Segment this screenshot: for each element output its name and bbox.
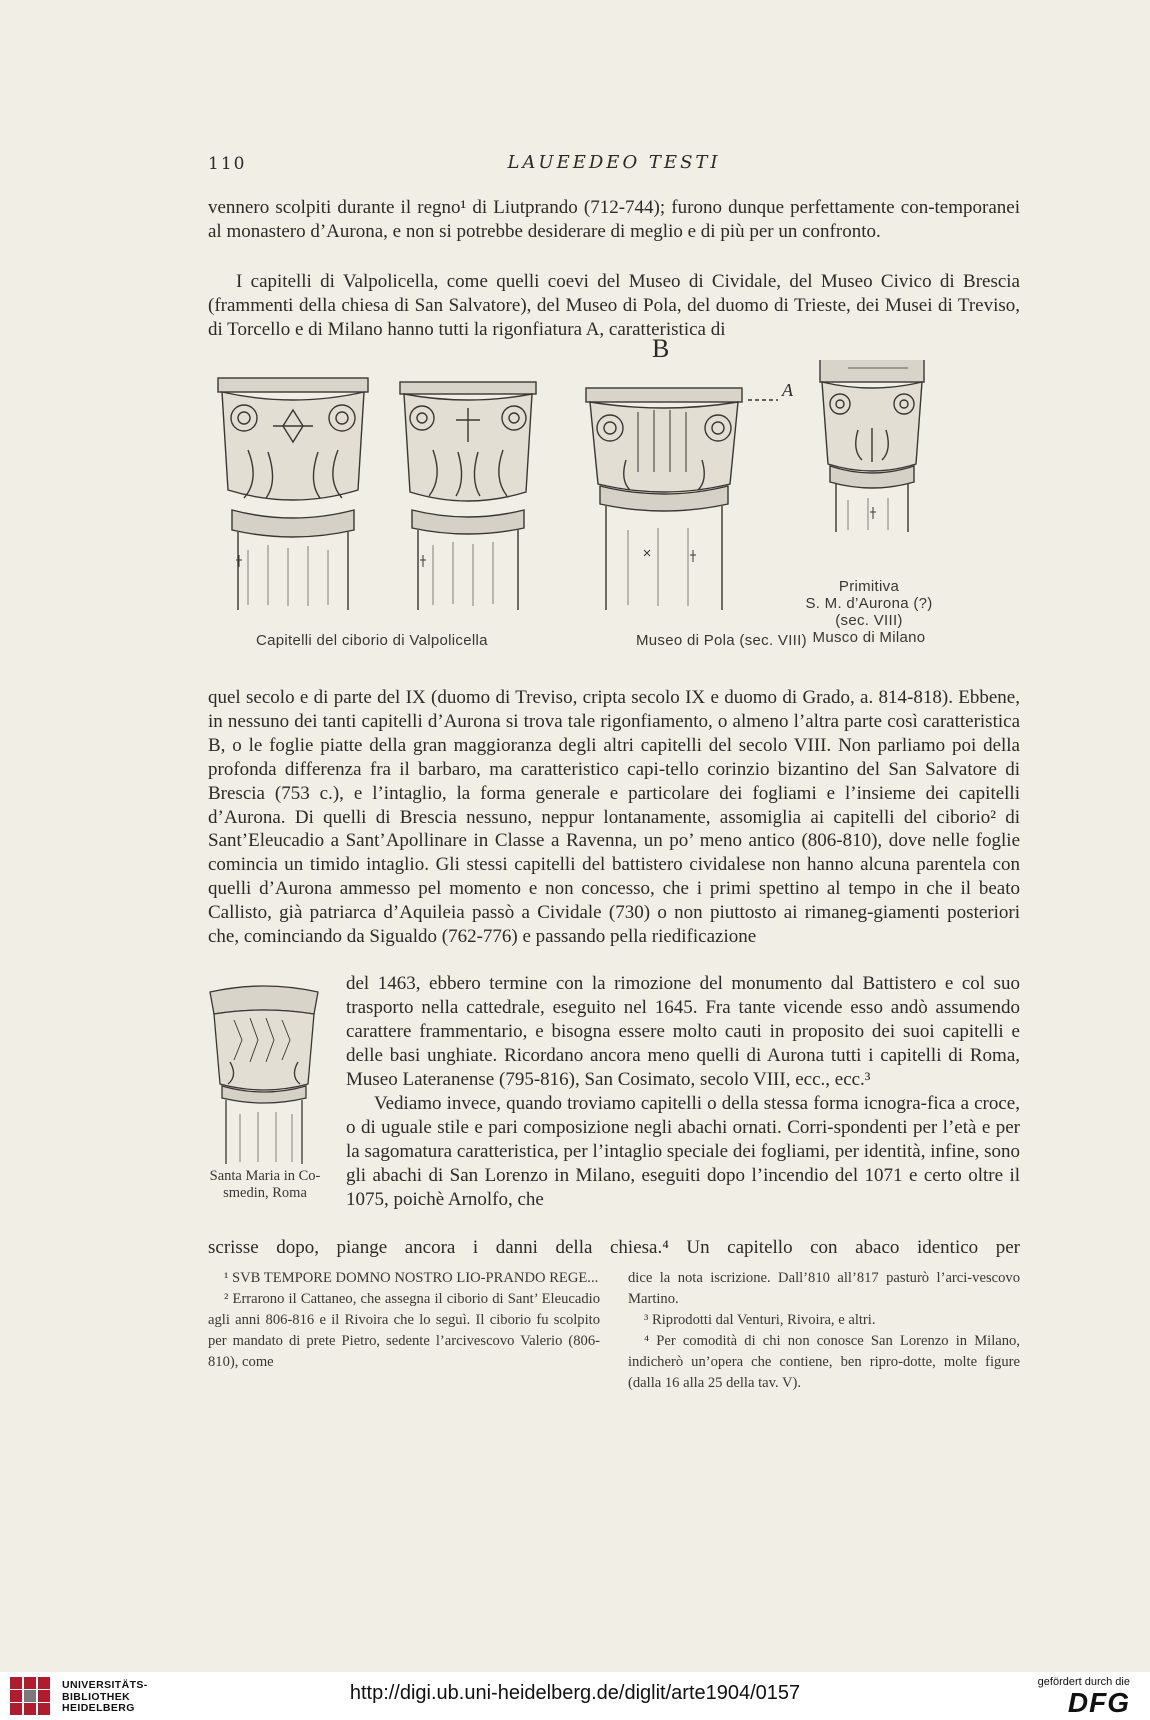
capital-valpolicella-1 bbox=[218, 378, 368, 610]
capital-pola bbox=[586, 388, 778, 610]
footnote-2: ² Errarono il Cattaneo, che assegna il ciborio di Sant’ Eleucadio agli anni 806-816 e il Rivoira che lo seguì. Il ciborio fu scolpito per mandato di prete Pietro, sedente l’arcivescovo Valerio (806-810), come bbox=[208, 1291, 600, 1370]
caption-pola: Museo di Pola (sec. VIII) bbox=[636, 632, 807, 649]
caption-cosmedin bbox=[202, 1168, 328, 1202]
footnote-1: ¹ SVB TEMPORE DOMNO NOSTRO LIO-PRANDO REGE... bbox=[224, 1270, 599, 1286]
caption-valpolicella: Capitelli del ciborio di Valpolicella bbox=[256, 632, 488, 649]
page-header bbox=[208, 150, 1020, 180]
caption-milano-line-1: Primitiva bbox=[838, 578, 900, 595]
caption-milano-line-4: Musco di Milano bbox=[812, 629, 926, 646]
funder bbox=[1038, 1676, 1130, 1717]
caption-milano-line-2: S. M. d’Aurona (?) bbox=[805, 595, 933, 612]
caption-milano bbox=[794, 578, 944, 646]
footer-bar bbox=[0, 1672, 1150, 1720]
dfg-logo-icon: DFG bbox=[1067, 1687, 1130, 1718]
paragraph-6: scrisse dopo, piange ancora i danni della chiesa.⁴ Un capitello con abaco identico per bbox=[208, 1237, 1020, 1258]
capital-milano bbox=[820, 360, 924, 532]
figure-capitals bbox=[208, 334, 1020, 660]
capital-valpolicella-2 bbox=[400, 382, 536, 610]
footnotes-right-column bbox=[628, 1268, 1020, 1394]
footnote-2-continued: dice la nota iscrizione. Dall’810 all’817 pasturò l’arci-vescovo Martino. bbox=[628, 1270, 1020, 1307]
funded-by-label: gefördert durch die bbox=[1037, 1676, 1130, 1688]
footnote-4: ⁴ Per comodità di chi non conosce San Lorenzo in Milano, indicherò un’opera che contiene, ben ripro-dotte, molte figure (dalla 16 alla 25 della tav. V). bbox=[628, 1333, 1020, 1391]
paragraph-1: vennero scolpiti durante il regno¹ di Liutprando (712-744); furono dunque perfettamente con-temporanei al monastero d’Aurona, e non si potrebbe desiderare di meglio e di più per un confronto. bbox=[208, 197, 1020, 242]
library-name-line-3: HEIDELBERG bbox=[62, 1702, 135, 1714]
paragraph-3: quel secolo e di parte del IX (duomo di Treviso, cripta secolo IX e duomo di Grado, a. 814-818). Ebbene, in nessuno dei tanti capitelli d’Aurona si trova tale rigonfiamento, o almeno l’altra parte così caratteristica B, o le foglie piatte della gran maggioranza degli altri capitelli del secolo VIII. Non parliamo poi della profonda differenza fra il barbaro, ma caratteristico capi-tello corinzio bizantino del San Salvatore di Brescia (753 c.), e l’intaglio, la forma generale e particolare dei fogliami e l’insieme dei capitelli d’Aurona. Di quelli di Brescia nessuno, neppur lontanamente, assomiglia ai capitelli del ciborio² di Sant’Eleucadio a Sant’Apollinare in Classe a Ravenna, un po’ meno antico (806-810), dove nelle foglie comincia un timido intaglio. Gli stessi capitelli del battistero cividalese non hanno alcuna parentela con quelli d’Aurona ammesso pel momento e non concesso, che i primi spettino al tempo in che il beato Callisto, già patriarca d’Aquileia passò a Cividale (730) o non piuttosto ai rimaneg-giamenti posteriori che, cominciando da Sigualdo (762-776) e passando pella riedificazione bbox=[208, 687, 1020, 948]
paragraph-5: Vediamo invece, quando troviamo capitelli o della stessa forma icnogra-fica a croce, o di uguale stile e pari composizione negli abachi ornati. Corri-spondenti per l’età e per la sagomatura caratteristica, per l’intaglio speciale dei fogliami, per identità, infine, sono gli abachi di San Lorenzo in Milano, eseguiti dopo l’incendio del 1071 e certo oltre il 1075, poichè Arnolfo, che bbox=[346, 1093, 1020, 1210]
paragraph-2: I capitelli di Valpolicella, come quelli coevi del Museo di Cividale, del Museo Civico di Brescia (frammenti della chiesa di San Salvatore), del Museo di Pola, del duomo di Trieste, dei Musei di Treviso, di Torcello e di Milano hanno tutti la rigonfiatura A, caratteristica di bbox=[208, 271, 1020, 340]
library-name-line-2: BIBLIOTHEK bbox=[62, 1690, 131, 1703]
permalink[interactable]: http://digi.ub.uni-heidelberg.de/diglit/arte1904/0157 bbox=[349, 1682, 801, 1704]
library-name-line-1: UNIVERSITÄTS- bbox=[62, 1679, 148, 1691]
caption-cosmedin-line-1: Santa Maria in Co- bbox=[209, 1168, 321, 1184]
footnotes-left-column bbox=[208, 1268, 600, 1373]
label-b: B bbox=[652, 334, 670, 363]
paragraph-4: del 1463, ebbero termine con la rimozione del monumento dal Battistero e col suo trasporto nella cattedrale, eseguito nel 1645. Fra tante vicende esso andò assumendo carattere frammentario, e bisogna essere molto cauti in proposito dei suoi capitelli e delle basi unghiate. Ricordano ancora meno quelli di Aurona tutti i capitelli di Roma, Museo Lateranense (795-816), San Cosimato, secolo VIII, ecc., ecc.³ bbox=[346, 973, 1020, 1090]
running-title: LAUEEDEO TESTI bbox=[507, 152, 721, 173]
page-number: 110 bbox=[208, 154, 247, 174]
label-a: A bbox=[782, 380, 794, 400]
caption-cosmedin-line-2: smedin, Roma bbox=[223, 1185, 307, 1201]
figure-cosmedin bbox=[204, 980, 324, 1206]
footnote-3: ³ Riprodotti dal Venturi, Rivoira, e altri. bbox=[644, 1312, 876, 1328]
caption-milano-line-3: (sec. VIII) bbox=[835, 612, 903, 629]
